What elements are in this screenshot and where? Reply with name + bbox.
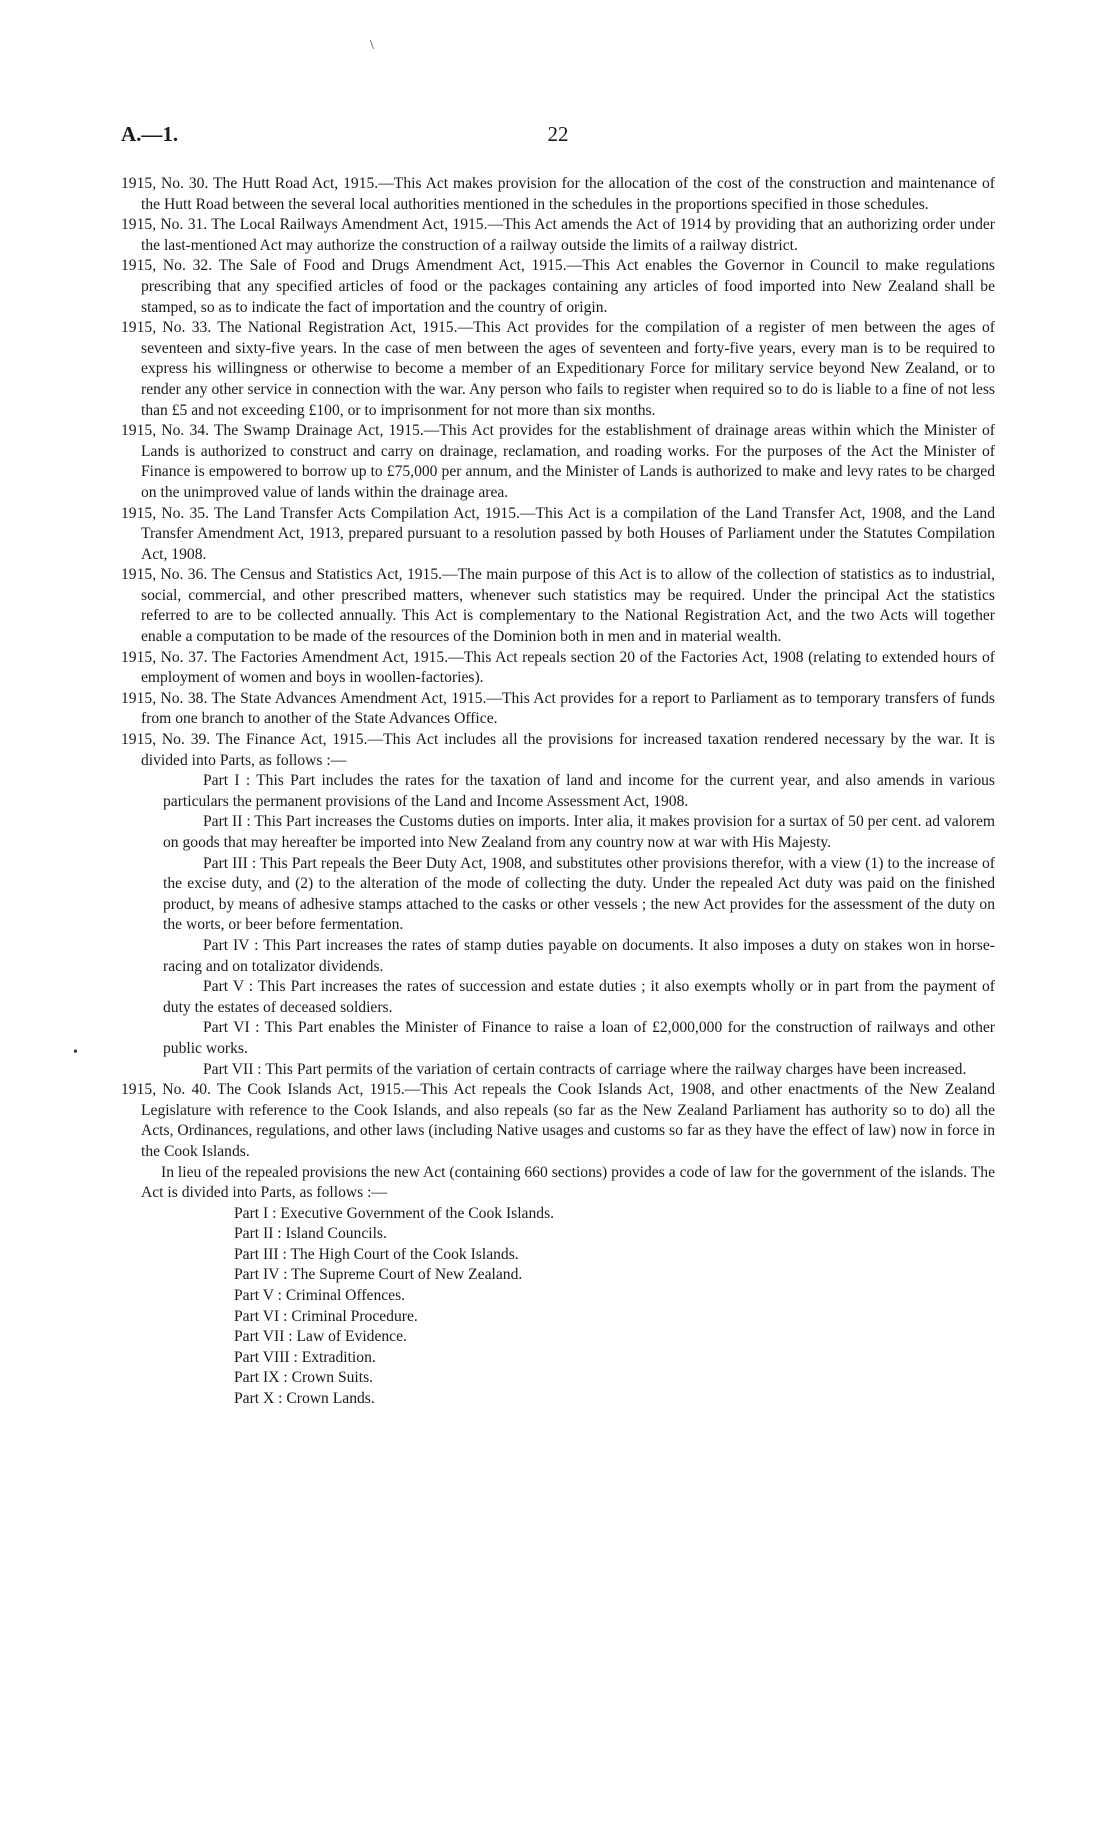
list-item: Part X : Crown Lands. [234,1390,375,1408]
list-item: Part III : The High Court of the Cook Islands. [234,1245,519,1263]
list-item: Part V : Criminal Offences. [234,1287,406,1305]
act-entry: 1915, No. 35. The Land Transfer Acts Compilation Act, 1915.—This Act is a compilation of the Land Transfer Act, 1908, and the Land Transfer Amendment Act, 1913, prepared pursuant to a resolution passed by both Houses of Parliament under the Statutes Compilation Act, 1908. [121,504,995,563]
act-entry: 1915, No. 37. The Factories Amendment Act, 1915.—This Act repeals section 20 of the Factories Act, 1908 (relating to extended hours of employment of women and boys in woollen-factories). [121,648,995,687]
act-entry: 1915, No. 38. The State Advances Amendment Act, 1915.—This Act provides for a report to Parliament as to temporary transfers of funds from one branch to another of the State Advances Office. [121,689,995,728]
finance-part: Part V : This Part increases the rates of succession and estate duties ; it also exempts wholly or in part from the payment of duty the estates of deceased soldiers. [163,978,995,1016]
act-entry: 1915, No. 32. The Sale of Food and Drugs Amendment Act, 1915.—This Act enables the Governor in Council to make regulations prescribing that any specified articles of food or the packages containing any articles of food imported into New Zealand shall be stamped, so as to indicate the fact of importation and the country of origin. [121,257,995,316]
act-entry: 1915, No. 40. The Cook Islands Act, 1915.—This Act repeals the Cook Islands Act, 1908, and other enactments of the New Zealand Legislature with reference to the Cook Islands, and also repeals (so far as the New Zealand Parliament has authority so to do) all the Acts, Ordinances, regulations, and other laws (including Native usages and customs so far as they have the effect of law) now in force in the Cook Islands. [121,1081,995,1160]
finance-part: Part II : This Part increases the Customs duties on imports. Inter alia, it makes provision for a surtax of 50 per cent. ad valorem on goods that may hereafter be imported into New Zealand from any country now at war with His Majesty. [163,813,995,851]
scan-mark: • [73,1045,78,1060]
list-item: Part IV : The Supreme Court of New Zealand. [234,1266,523,1284]
list-item: Part II : Island Councils. [234,1225,387,1243]
list-item: Part I : Executive Government of the Cook Islands. [234,1204,555,1222]
list-item: Part VI : Criminal Procedure. [234,1307,418,1325]
act-entry: 1915, No. 34. The Swamp Drainage Act, 1915.—This Act provides for the establishment of drainage areas within which the Minister of Lands is authorized to construct and carry on drainage, reclamation, and roading works. For the purposes of the Act the Minister of Finance is empowered to borrow up to £75,000 per annum, and the Minister of Lands is authorized to make and levy rates to be charged on the unimproved value of lands within the drainage area. [121,422,995,501]
list-item: Part IX : Crown Suits. [234,1369,374,1387]
finance-part: Part VII : This Part permits of the variation of certain contracts of carriage where the railway charges have been increased. [203,1060,967,1078]
cook-parts-list [121,1204,995,1410]
finance-part: Part IV : This Part increases the rates of stamp duties payable on documents. It also imposes a duty on stakes won in horse-racing and on totalizator dividends. [163,936,995,975]
finance-part: Part VI : This Part enables the Minister of Finance to raise a loan of £2,000,000 for the construction of railways and other public works. [163,1019,995,1057]
scan-mark: \ [370,38,374,53]
list-item: Part VII : Law of Evidence. [234,1328,407,1346]
page-header [121,122,995,152]
finance-part: Part III : This Part repeals the Beer Duty Act, 1908, and substitutes other provisions therefor, with a view (1) to the increase of the excise duty, and (2) to the alteration of the mode of collecting the duty. Under the repealed Act duty was paid on the finished product, by means of adhesive stamps attached to the casks or other vessels ; the new Act provides for the assessment of the duty on the worts, or beer before fermentation. [163,854,995,934]
page-body [121,174,995,1410]
act-entry: 1915, No. 31. The Local Railways Amendment Act, 1915.—This Act amends the Act of 1914 by providing that an authorizing order under the last-mentioned Act may authorize the construction of a railway outside the limits of a railway district. [121,216,995,254]
document-code: A.—1. [121,122,179,146]
page-number: 22 [547,122,569,146]
list-item: Part VIII : Extradition. [234,1348,376,1366]
act-entry: 1915, No. 39. The Finance Act, 1915.—This Act includes all the provisions for increased taxation rendered necessary by the war. It is divided into Parts, as follows :— [121,731,995,769]
act-entry: 1915, No. 30. The Hutt Road Act, 1915.—This Act makes provision for the allocation of the cost of the construction and maintenance of the Hutt Road between the several local authorities mentioned in the schedules in the proportions specified in those schedules. [121,175,995,213]
act-entry: 1915, No. 33. The National Registration Act, 1915.—This Act provides for the compilation of a register of men between the ages of seventeen and sixty-five years. In the case of men between the ages of seventeen and forty-five years, every man is to be required to express his willingness or otherwise to become a member of an Expeditionary Force for military service beyond New Zealand, or to render any other service in connection with the war. Any person who fails to register when required so to do is liable to a fine of not less than £5 and not exceeding £100, or to imprisonment for not more than six months. [121,319,995,419]
act-entry: 1915, No. 36. The Census and Statistics Act, 1915.—The main purpose of this Act is to allow of the collection of statistics as to industrial, social, commercial, and other prescribed matters, whenever such statistics may be required. Under the principal Act the statistics referred to are to be collected annually. This Act is complementary to the National Registration Act, and the two Acts will together enable a computation to be made of the resources of the Dominion both in men and in material wealth. [121,566,995,646]
finance-part: Part I : This Part includes the rates for the taxation of land and income for the current year, and also amends in various particulars the permanent provisions of the Land and Income Assessment Act, 1908. [163,772,995,810]
cook-intro: In lieu of the repealed provisions the new Act (containing 660 sections) provides a code of law for the government of the islands. The Act is divided into Parts, as follows :— [141,1163,995,1202]
